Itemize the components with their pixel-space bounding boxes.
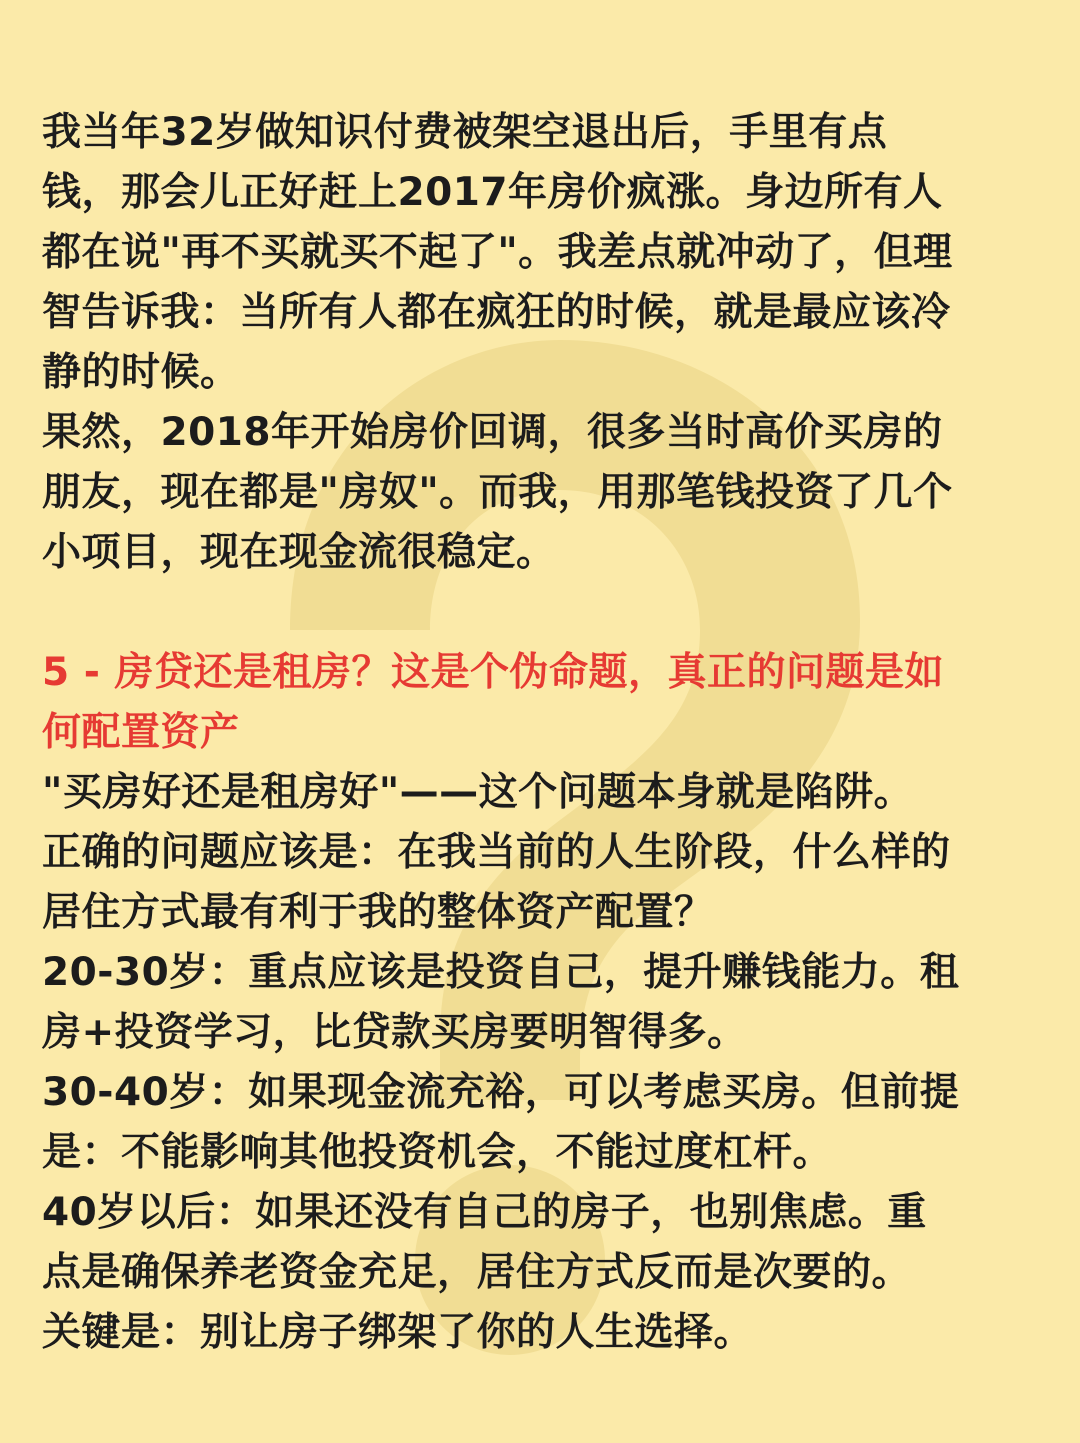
text-line: 房+投资学习，比贷款买房要明智得多。 xyxy=(42,1010,747,1055)
intro-paragraph xyxy=(42,103,1042,403)
heading-line: 何配置资产 xyxy=(42,710,240,755)
text-line: 40岁以后：如果还没有自己的房子，也别焦虑。重 xyxy=(42,1190,927,1235)
text-line: 朋友，现在都是"房奴"。而我，用那笔钱投资了几个 xyxy=(42,470,953,515)
spacer xyxy=(42,583,1042,643)
text-line: 都在说"再不买就买不起了"。我差点就冲动了，但理 xyxy=(42,230,953,275)
text-line: 小项目，现在现金流很稳定。 xyxy=(42,530,556,575)
text-line: 点是确保养老资金充足，居住方式反而是次要的。 xyxy=(42,1250,912,1295)
text-line: 果然，2018年开始房价回调，很多当时高价买房的 xyxy=(42,410,943,455)
text-line: "买房好还是租房好"——这个问题本身就是陷阱。 xyxy=(42,770,914,815)
text-line: 正确的问题应该是：在我当前的人生阶段，什么样的 xyxy=(42,830,951,875)
result-paragraph xyxy=(42,403,1042,583)
text-line: 钱，那会儿正好赶上2017年房价疯涨。身边所有人 xyxy=(42,170,943,215)
text-line: 30-40岁：如果现金流充裕，可以考虑买房。但前提 xyxy=(42,1070,960,1115)
text-line: 智告诉我：当所有人都在疯狂的时候，就是最应该冷 xyxy=(42,290,951,335)
text-line: 我当年32岁做知识付费被架空退出后，手里有点 xyxy=(42,110,888,155)
text-line: 静的时候。 xyxy=(42,350,240,395)
text-line: 居住方式最有利于我的整体资产配置？ xyxy=(42,890,714,935)
article-content xyxy=(42,103,1042,1363)
text-line: 关键是：别让房子绑架了你的人生选择。 xyxy=(42,1310,754,1355)
text-line: 20-30岁：重点应该是投资自己，提升赚钱能力。租 xyxy=(42,950,960,995)
heading-line: 5 - 房贷还是租房？这是个伪命题，真正的问题是如 xyxy=(42,650,944,695)
section-body xyxy=(42,763,1042,1363)
text-line: 是：不能影响其他投资机会，不能过度杠杆。 xyxy=(42,1130,833,1175)
section-heading xyxy=(42,643,1042,763)
